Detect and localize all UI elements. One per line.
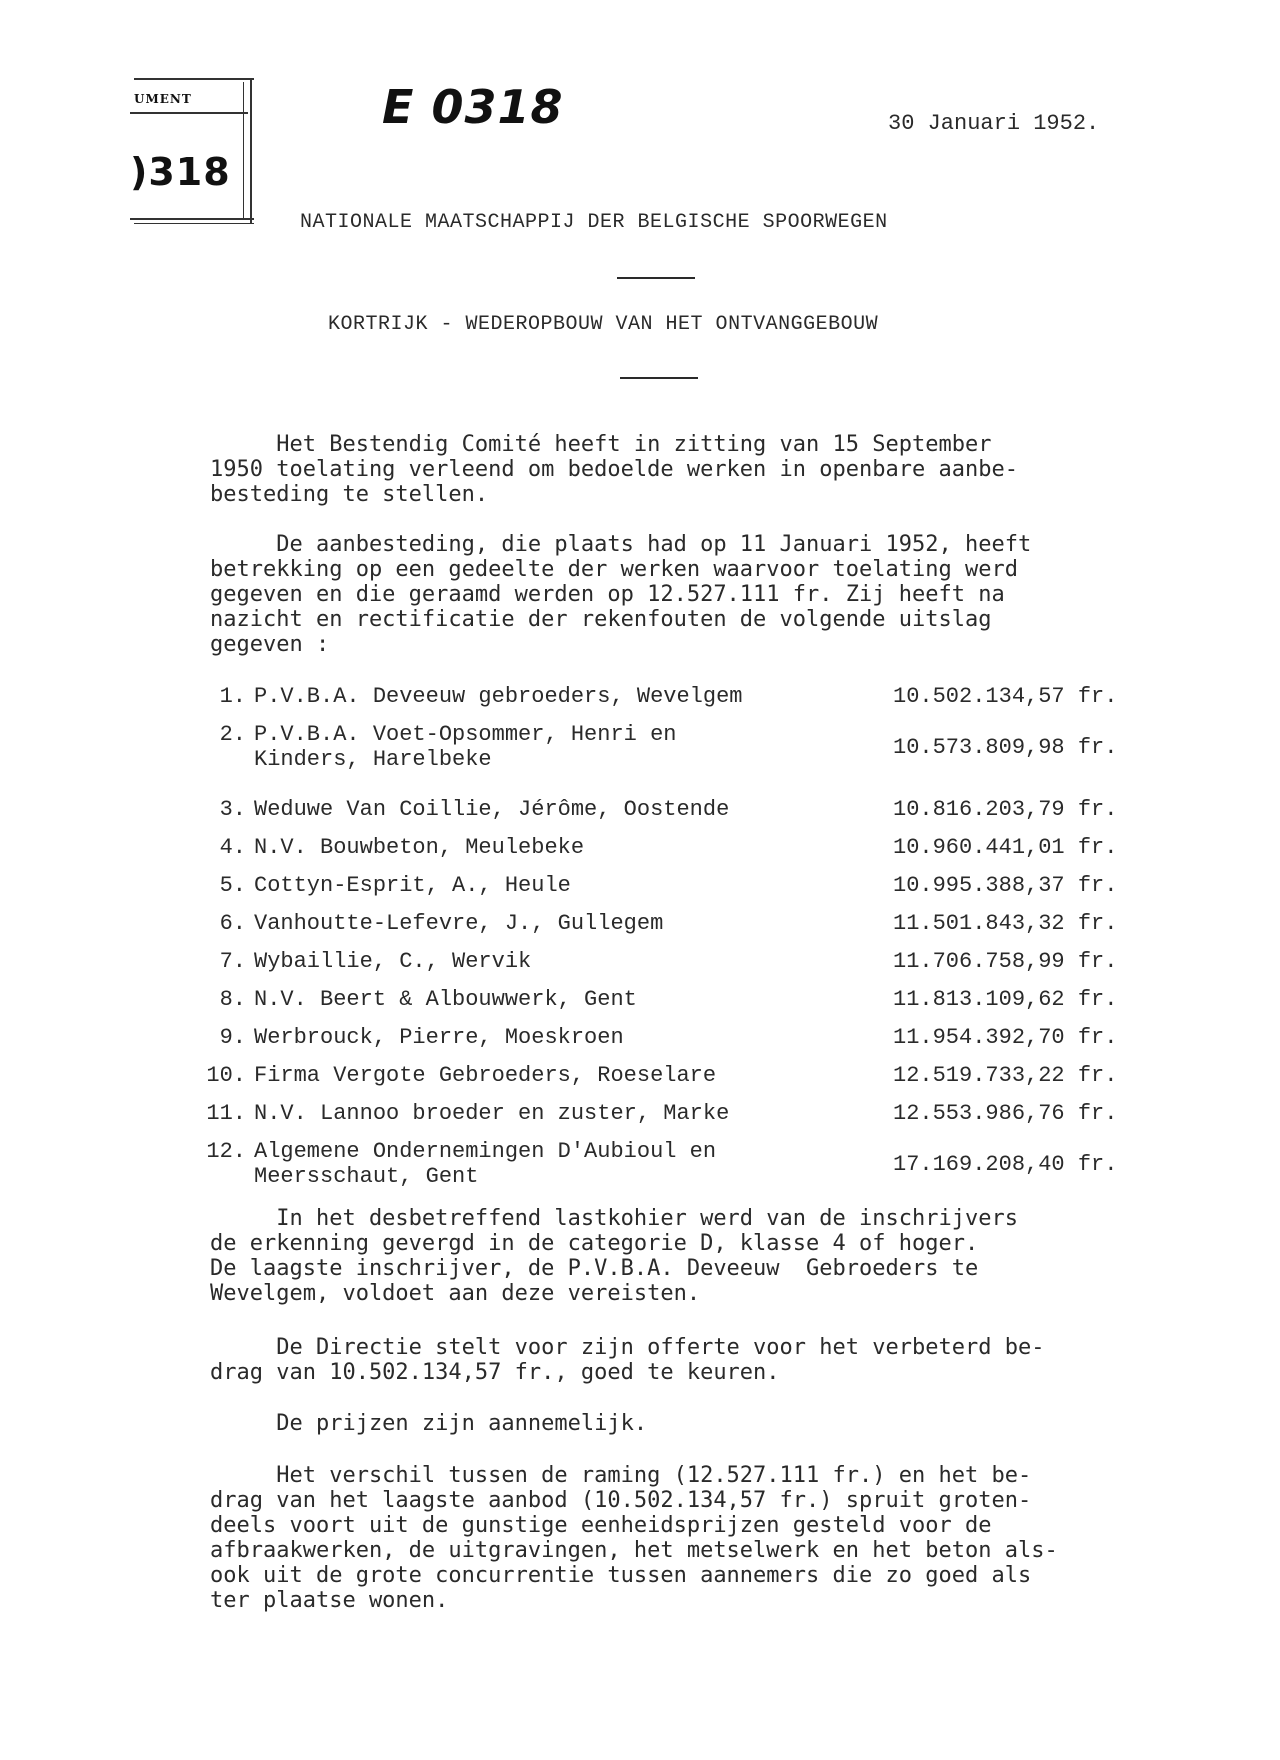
bid-row: [206, 873, 1166, 911]
bidder-name: Vanhoutte-Lefevre, J., Gullegem: [254, 911, 664, 936]
bid-row: [206, 722, 1166, 797]
bid-row: [206, 684, 1166, 722]
bid-row: [206, 1139, 1166, 1214]
divider: [620, 377, 698, 379]
paragraph-tender: De aanbesteding, die plaats had op 11 Januari 1952, heeft betrekking op een gedeelte der werken waarvoor toelating werd gegeven en die geraamd werden op 12.527.111 fr. Zij heeft na nazicht en rectificatie der rekenfouten de volgende uitslag gegeven :: [210, 532, 1032, 657]
bid-amount: 10.573.809,98 fr.: [893, 735, 1118, 760]
bid-row: [206, 987, 1166, 1025]
bidder-name: Firma Vergote Gebroeders, Roeselare: [254, 1063, 717, 1088]
stamp-border-line: [243, 82, 244, 220]
bidder-name: N.V. Bouwbeton, Meulebeke: [254, 835, 585, 860]
bid-amount: 11.706.758,99 fr.: [893, 949, 1118, 974]
bid-row: [206, 797, 1166, 835]
bidder-name: Weduwe Van Coillie, Jérôme, Oostende: [254, 797, 730, 822]
stamp-border-line: [134, 78, 254, 80]
bid-row: [206, 835, 1166, 873]
bid-number: 5.: [219, 873, 246, 898]
bid-amount: 10.816.203,79 fr.: [893, 797, 1118, 822]
stamp-border-line: [130, 112, 248, 114]
document-code: E 0318: [382, 80, 564, 134]
paragraph-prices: De prijzen zijn aannemelijk.: [210, 1411, 648, 1436]
bid-row: [206, 911, 1166, 949]
bid-number: 11.: [206, 1101, 246, 1126]
bid-amount: 10.960.441,01 fr.: [893, 835, 1118, 860]
document-stamp: [130, 78, 252, 228]
paragraph-approval: Het Bestendig Comité heeft in zitting van 15 September 1950 toelating verleend om bedoelde werken in openbare aanbe- besteding te stellen.: [210, 432, 1018, 507]
paragraph-proposal: De Directie stelt voor zijn offerte voor het verbeterd be- drag van 10.502.134,57 fr., goed te keuren.: [210, 1335, 1045, 1385]
bid-number: 1.: [219, 684, 246, 709]
bid-number: 4.: [219, 835, 246, 860]
bid-amount: 10.502.134,57 fr.: [893, 684, 1118, 709]
document-date: 30 Januari 1952.: [888, 111, 1100, 136]
bid-amount: 11.813.109,62 fr.: [893, 987, 1118, 1012]
bid-row: [206, 1063, 1166, 1101]
bid-number: 12.: [206, 1139, 246, 1164]
bid-number: 3.: [219, 797, 246, 822]
bid-list: [206, 684, 1166, 1214]
subject-heading: KORTRIJK - WEDEROPBOUW VAN HET ONTVANGGEBOUW: [328, 313, 879, 336]
bid-row: [206, 949, 1166, 987]
bid-amount: 12.519.733,22 fr.: [893, 1063, 1118, 1088]
divider: [617, 277, 695, 279]
paragraph-difference: Het verschil tussen de raming (12.527.111 fr.) en het be- drag van het laagste aanbod (10.502.134,57 fr.) spruit groten- deels voort uit de gunstige eenheidsprijzen gesteld voor de afbraakwerken, de uitgravingen, het metselwerk en het beton als- ook uit de grote concurrentie tussen aannemers die zo goed als ter plaatse wonen.: [210, 1463, 1058, 1613]
bid-number: 7.: [219, 949, 246, 974]
bid-number: 10.: [206, 1063, 246, 1088]
bidder-name: P.V.B.A. Voet-Opsommer, Henri en Kinders, Harelbeke: [254, 722, 677, 772]
stamp-border-line: [134, 223, 254, 224]
bid-row: [206, 1025, 1166, 1063]
paragraph-requirements: In het desbetreffend lastkohier werd van de inschrijvers de erkenning gevergd in de categorie D, klasse 4 of hoger. De laagste inschrijver, de P.V.B.A. Deveeuw Gebroeders te Wevelgem, voldoet aan deze vereisten.: [210, 1206, 1018, 1306]
bid-number: 2.: [219, 722, 246, 747]
organization-heading: NATIONALE MAATSCHAPPIJ DER BELGISCHE SPOORWEGEN: [300, 211, 888, 234]
bid-amount: 10.995.388,37 fr.: [893, 873, 1118, 898]
bidder-name: N.V. Lannoo broeder en zuster, Marke: [254, 1101, 730, 1126]
bidder-name: Cottyn-Esprit, A., Heule: [254, 873, 571, 898]
bidder-name: P.V.B.A. Deveeuw gebroeders, Wevelgem: [254, 684, 743, 709]
bid-amount: 17.169.208,40 fr.: [893, 1152, 1118, 1177]
bid-amount: 11.954.392,70 fr.: [893, 1025, 1118, 1050]
bid-amount: 12.553.986,76 fr.: [893, 1101, 1118, 1126]
bid-amount: 11.501.843,32 fr.: [893, 911, 1118, 936]
bid-number: 6.: [219, 911, 246, 936]
stamp-number: )318: [130, 150, 231, 194]
stamp-border-line: [250, 78, 252, 224]
stamp-label: UMENT: [134, 92, 192, 106]
bidder-name: N.V. Beert & Albouwwerk, Gent: [254, 987, 637, 1012]
bid-number: 9.: [219, 1025, 246, 1050]
stamp-border-line: [130, 218, 254, 220]
bid-row: [206, 1101, 1166, 1139]
bidder-name: Werbrouck, Pierre, Moeskroen: [254, 1025, 624, 1050]
bidder-name: Algemene Ondernemingen D'Aubioul en Meersschaut, Gent: [254, 1139, 717, 1189]
bidder-name: Wybaillie, C., Wervik: [254, 949, 532, 974]
bid-number: 8.: [219, 987, 246, 1012]
